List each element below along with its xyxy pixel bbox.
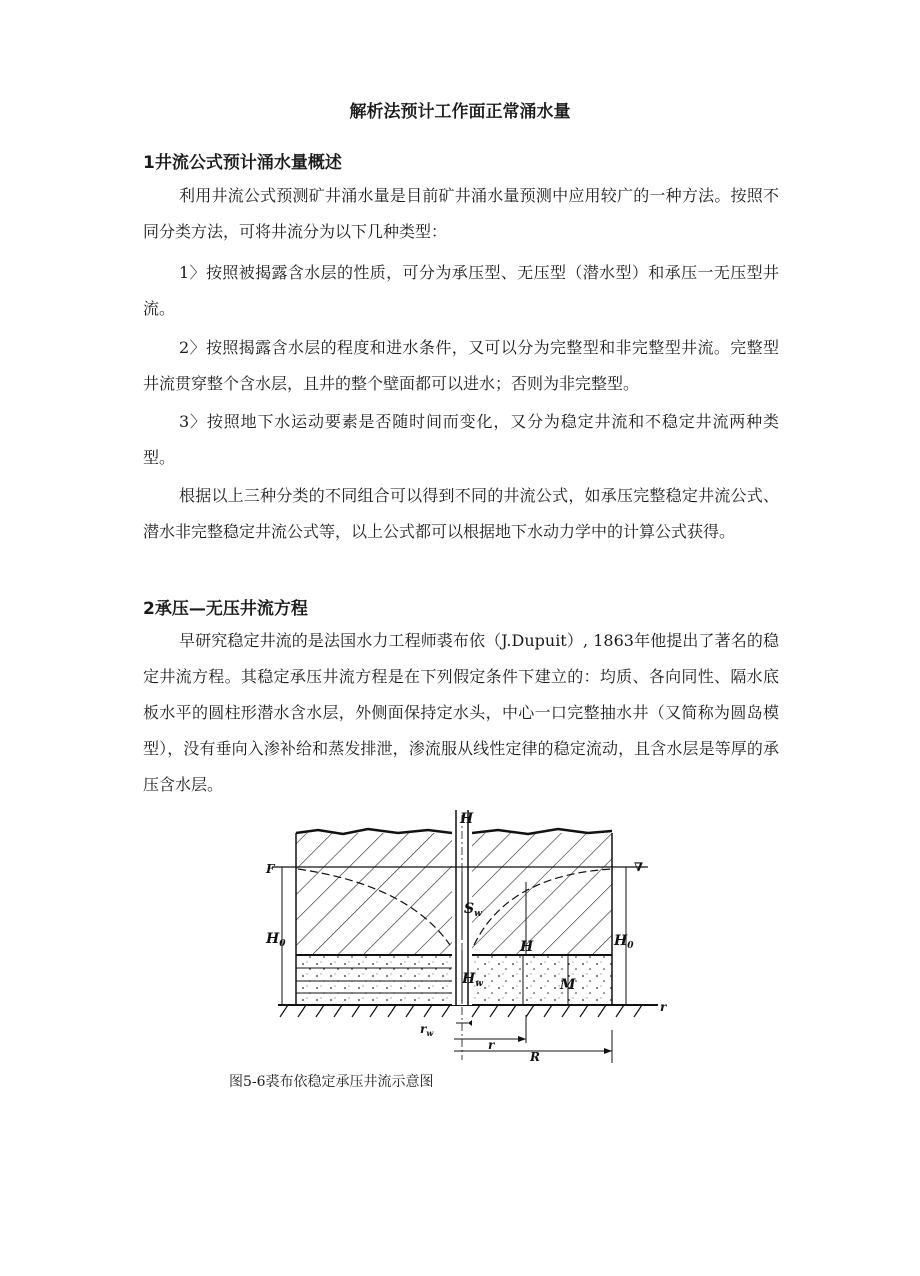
- label-rw: $r_w$: [420, 1022, 434, 1038]
- label-R-dimension: R: [530, 1050, 540, 1064]
- label-r-axis: r: [660, 1000, 667, 1014]
- label-r-dimension: r: [488, 1038, 495, 1052]
- confining-layer-right: [472, 833, 612, 955]
- label-F: F: [266, 862, 275, 876]
- page-title: 解析法预计工作面正常涌水量: [349, 102, 571, 122]
- dupuit-well-diagram: [258, 805, 668, 1070]
- water-level-symbol: ∇: [634, 860, 644, 874]
- list-item-2: 2〉按照揭露含水层的程度和进水条件，又可以分为完整型和非完整型井流。完整型井流贯穿整个含水层，且井的整个壁面都可以进水；否则为非完整型。: [143, 338, 779, 393]
- section-1-paragraph-1: 利用井流公式预测矿井涌水量是目前矿井涌水量预测中应用较广的一种方法。按照不同分类方法，可将井流分为以下几种类型：: [143, 186, 779, 241]
- section-1-heading: 1井流公式预计涌水量概述: [143, 153, 342, 173]
- list-item-3: 3〉按照地下水运动要素是否随时间而变化，又分为稳定井流和不稳定井流两种类型。: [143, 412, 779, 467]
- label-Hw: $H_w$: [462, 971, 483, 989]
- label-H0-left: $H_0$: [266, 931, 286, 949]
- section-2-paragraph-1: 早研究稳定井流的是法国水力工程师裘布依（J.Dupuit）, 1863年他提出了著名的稳定井流方程。其稳定承压井流方程是在下列假定条件下建立的：均质、各向同性、隔水底板水平的圆柱形潜水含水层，外侧面保持定水头，中心一口完整抽水井（又简称为圆岛模型），没有垂向入渗补给和蒸发排泄，渗流服从线性定律的稳定流动，且含水层是等厚的承压含水层。: [143, 631, 779, 794]
- aquifer-left: [296, 955, 452, 1005]
- list-item-1: 1〉按照被揭露含水层的性质，可分为承压型、无压型（潜水型）和承压一无压型井流。: [143, 263, 779, 318]
- label-H-top: H: [460, 811, 474, 827]
- label-Sw: $S_w$: [464, 901, 482, 919]
- label-M: M: [560, 977, 576, 993]
- aquifer-right: [472, 955, 612, 1005]
- figure-caption: 图5-6裘布依稳定承压井流示意图: [229, 1074, 434, 1090]
- section-2-heading: 2承压—无压井流方程: [143, 599, 308, 619]
- section-1-paragraph-2: 根据以上三种分类的不同组合可以得到不同的井流公式，如承压完整稳定井流公式、潜水非完整稳定井流公式等，以上公式都可以根据地下水动力学中的计算公式获得。: [143, 486, 779, 541]
- confining-layer-left: [296, 833, 452, 955]
- label-H0-right: $H_0$: [614, 933, 634, 951]
- label-H-mid: H: [520, 939, 534, 955]
